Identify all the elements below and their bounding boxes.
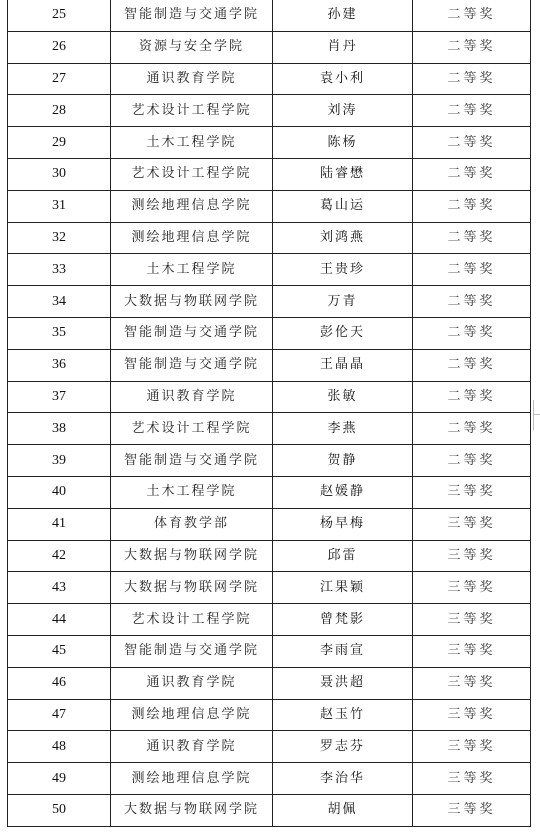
cell-department: 艺术设计工程学院 xyxy=(111,413,273,445)
cell-number: 47 xyxy=(8,699,111,731)
cell-award-level: 三等奖 xyxy=(413,508,531,540)
cell-number: 25 xyxy=(8,0,111,31)
table-row xyxy=(8,699,531,731)
cell-number: 33 xyxy=(8,254,111,286)
award-table xyxy=(7,0,531,827)
table-row xyxy=(8,254,531,286)
award-table-body xyxy=(8,0,531,826)
cell-department: 通识教育学院 xyxy=(111,381,273,413)
cell-department: 大数据与物联网学院 xyxy=(111,572,273,604)
cell-number: 41 xyxy=(8,508,111,540)
cell-person-name: 赵媛静 xyxy=(273,476,413,508)
cell-award-level: 二等奖 xyxy=(413,31,531,63)
cell-number: 32 xyxy=(8,222,111,254)
table-row xyxy=(8,731,531,763)
cell-department: 资源与安全学院 xyxy=(111,31,273,63)
cell-number: 39 xyxy=(8,445,111,477)
cell-number: 31 xyxy=(8,190,111,222)
cell-award-level: 三等奖 xyxy=(413,699,531,731)
cell-number: 46 xyxy=(8,667,111,699)
cell-department: 大数据与物联网学院 xyxy=(111,540,273,572)
table-row xyxy=(8,572,531,604)
cell-department: 测绘地理信息学院 xyxy=(111,763,273,795)
cell-person-name: 孙建 xyxy=(273,0,413,31)
cell-person-name: 袁小利 xyxy=(273,63,413,95)
table-row xyxy=(8,286,531,318)
table-row xyxy=(8,763,531,795)
cell-department: 土木工程学院 xyxy=(111,476,273,508)
table-row xyxy=(8,540,531,572)
cell-person-name: 邱雷 xyxy=(273,540,413,572)
cell-award-level: 三等奖 xyxy=(413,731,531,763)
cell-award-level: 二等奖 xyxy=(413,190,531,222)
cell-award-level: 三等奖 xyxy=(413,635,531,667)
cell-award-level: 三等奖 xyxy=(413,604,531,636)
cell-department: 艺术设计工程学院 xyxy=(111,95,273,127)
cell-person-name: 陈杨 xyxy=(273,127,413,159)
cell-number: 44 xyxy=(8,604,111,636)
cell-person-name: 张敏 xyxy=(273,381,413,413)
cell-award-level: 二等奖 xyxy=(413,95,531,127)
cell-number: 34 xyxy=(8,286,111,318)
cell-person-name: 肖丹 xyxy=(273,31,413,63)
cell-number: 48 xyxy=(8,731,111,763)
cell-number: 35 xyxy=(8,317,111,349)
cell-person-name: 万青 xyxy=(273,286,413,318)
cell-person-name: 王贵珍 xyxy=(273,254,413,286)
cell-person-name: 刘涛 xyxy=(273,95,413,127)
cell-person-name: 王晶晶 xyxy=(273,349,413,381)
cell-award-level: 二等奖 xyxy=(413,127,531,159)
cell-award-level: 三等奖 xyxy=(413,572,531,604)
cell-number: 28 xyxy=(8,95,111,127)
cell-person-name: 聂洪超 xyxy=(273,667,413,699)
cell-number: 43 xyxy=(8,572,111,604)
cell-person-name: 李雨宣 xyxy=(273,635,413,667)
table-row xyxy=(8,127,531,159)
cell-person-name: 彭伦天 xyxy=(273,317,413,349)
cell-person-name: 葛山运 xyxy=(273,190,413,222)
table-row xyxy=(8,794,531,826)
cell-person-name: 李燕 xyxy=(273,413,413,445)
table-row xyxy=(8,635,531,667)
cell-number: 42 xyxy=(8,540,111,572)
cell-department: 智能制造与交通学院 xyxy=(111,317,273,349)
cell-department: 智能制造与交通学院 xyxy=(111,349,273,381)
cell-department: 艺术设计工程学院 xyxy=(111,604,273,636)
cell-department: 大数据与物联网学院 xyxy=(111,286,273,318)
cell-award-level: 二等奖 xyxy=(413,286,531,318)
cell-award-level: 二等奖 xyxy=(413,317,531,349)
cell-person-name: 赵玉竹 xyxy=(273,699,413,731)
cell-award-level: 三等奖 xyxy=(413,540,531,572)
cell-number: 40 xyxy=(8,476,111,508)
cell-award-level: 三等奖 xyxy=(413,794,531,826)
table-row xyxy=(8,222,531,254)
cell-award-level: 二等奖 xyxy=(413,254,531,286)
cell-award-level: 二等奖 xyxy=(413,413,531,445)
table-row xyxy=(8,476,531,508)
cell-department: 土木工程学院 xyxy=(111,254,273,286)
cell-department: 智能制造与交通学院 xyxy=(111,445,273,477)
cell-department: 测绘地理信息学院 xyxy=(111,699,273,731)
cell-number: 27 xyxy=(8,63,111,95)
table-row xyxy=(8,31,531,63)
cell-award-level: 二等奖 xyxy=(413,222,531,254)
table-row xyxy=(8,508,531,540)
cell-department: 测绘地理信息学院 xyxy=(111,222,273,254)
cell-award-level: 二等奖 xyxy=(413,349,531,381)
cell-department: 通识教育学院 xyxy=(111,731,273,763)
cell-number: 50 xyxy=(8,794,111,826)
cell-person-name: 胡佩 xyxy=(273,794,413,826)
cell-person-name: 陆睿懋 xyxy=(273,158,413,190)
table-row xyxy=(8,349,531,381)
cell-number: 29 xyxy=(8,127,111,159)
cell-person-name: 李治华 xyxy=(273,763,413,795)
table-row xyxy=(8,667,531,699)
cell-number: 30 xyxy=(8,158,111,190)
cell-number: 37 xyxy=(8,381,111,413)
cell-department: 智能制造与交通学院 xyxy=(111,635,273,667)
cell-award-level: 二等奖 xyxy=(413,445,531,477)
table-row xyxy=(8,604,531,636)
cell-award-level: 三等奖 xyxy=(413,667,531,699)
table-row xyxy=(8,413,531,445)
table-row xyxy=(8,190,531,222)
table-row xyxy=(8,317,531,349)
table-row xyxy=(8,445,531,477)
table-row xyxy=(8,0,531,31)
cell-number: 38 xyxy=(8,413,111,445)
cell-department: 智能制造与交通学院 xyxy=(111,0,273,31)
page-edge-mark xyxy=(533,400,540,430)
cell-number: 45 xyxy=(8,635,111,667)
cell-department: 体育教学部 xyxy=(111,508,273,540)
table-row xyxy=(8,63,531,95)
cell-department: 通识教育学院 xyxy=(111,667,273,699)
cell-number: 36 xyxy=(8,349,111,381)
cell-person-name: 杨早梅 xyxy=(273,508,413,540)
cell-person-name: 罗志芬 xyxy=(273,731,413,763)
cell-person-name: 曾梵影 xyxy=(273,604,413,636)
cell-award-level: 二等奖 xyxy=(413,63,531,95)
cell-award-level: 二等奖 xyxy=(413,158,531,190)
cell-number: 49 xyxy=(8,763,111,795)
cell-number: 26 xyxy=(8,31,111,63)
cell-department: 艺术设计工程学院 xyxy=(111,158,273,190)
cell-award-level: 三等奖 xyxy=(413,763,531,795)
cell-award-level: 三等奖 xyxy=(413,476,531,508)
cell-person-name: 贺静 xyxy=(273,445,413,477)
award-table-container xyxy=(7,0,530,827)
cell-person-name: 刘鸿燕 xyxy=(273,222,413,254)
cell-department: 土木工程学院 xyxy=(111,127,273,159)
table-row xyxy=(8,95,531,127)
cell-department: 测绘地理信息学院 xyxy=(111,190,273,222)
cell-department: 通识教育学院 xyxy=(111,63,273,95)
cell-person-name: 江果颖 xyxy=(273,572,413,604)
table-row xyxy=(8,158,531,190)
cell-award-level: 二等奖 xyxy=(413,0,531,31)
cell-department: 大数据与物联网学院 xyxy=(111,794,273,826)
table-row xyxy=(8,381,531,413)
cell-award-level: 二等奖 xyxy=(413,381,531,413)
